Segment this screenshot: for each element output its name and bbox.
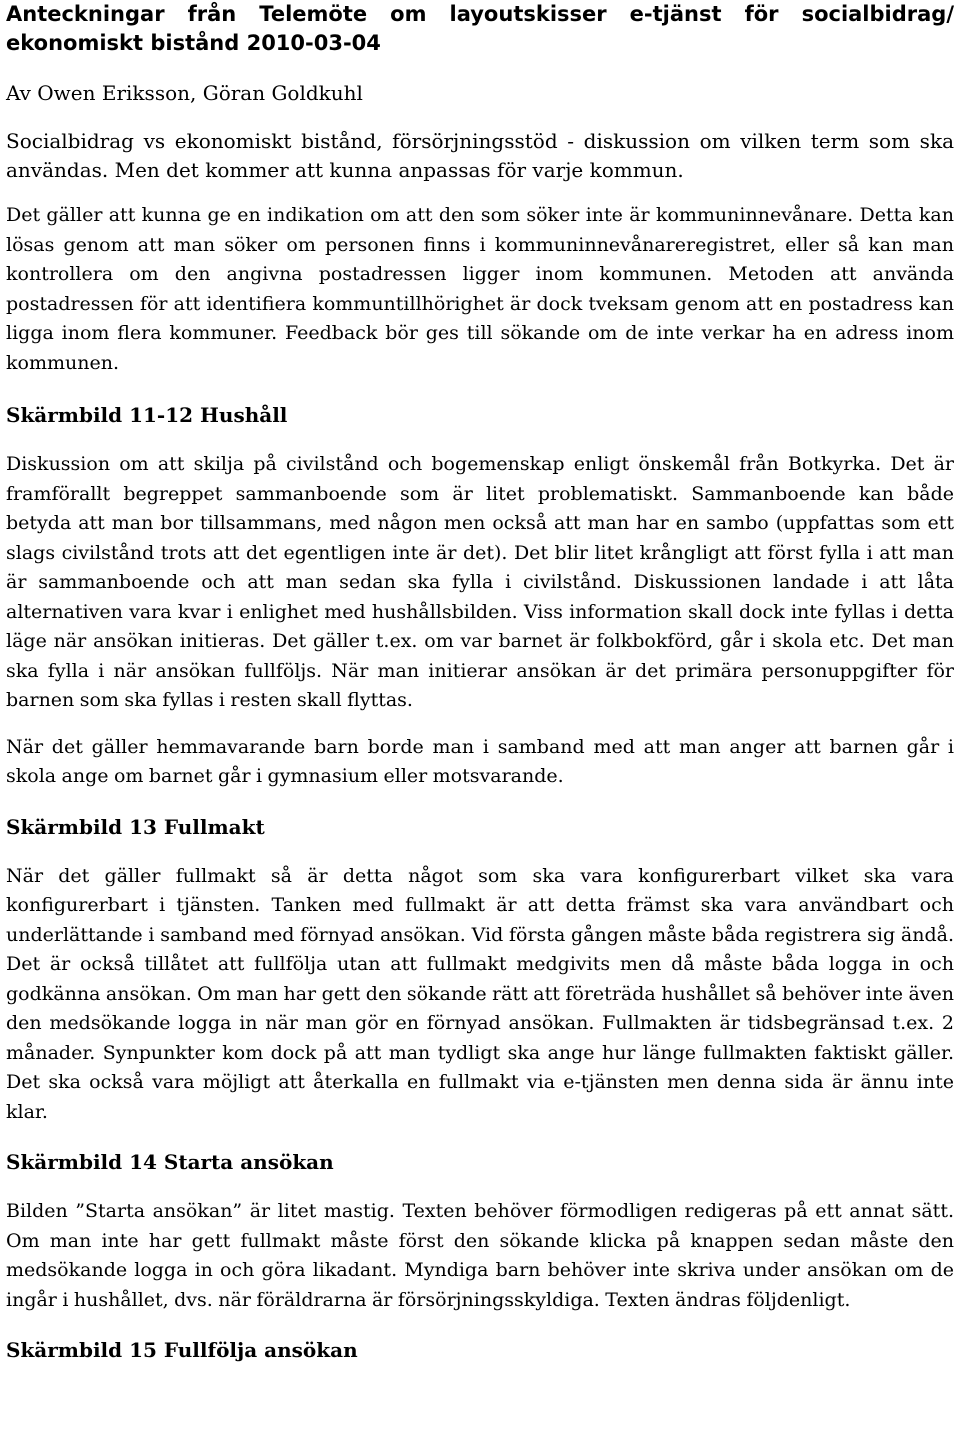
paragraph-hushall-1: Diskussion om att skilja på civilstånd och bogemenskap enligt önskemål från Botkyrka. Det är framförallt begreppet sammanboende som är litet problematiskt. Sammanboende kan både betyda att man bor tillsammans, med någon men också att man har en sambo (uppfattas som ett slags civilstånd trots att det egentligen inte är det). Det blir litet krångligt att först fylla i att man är sammanboende och att man sedan ska fylla i civilstånd. Diskussionen landade i att låta alternativen vara kvar i enlighet med hushållsbilden. Viss information skall dock inte fyllas i detta läge när ansökan initieras. Det gäller t.ex. om var barnet är folkbokförd, går i skola etc. Det man ska fylla i när ansökan fullföljs. När man initierar ansökan är det primära personuppgifter för barnen som ska fyllas i resten skall flyttas. [6, 453, 954, 711]
section-heading-fullmakt: Skärmbild 13 Fullmakt [6, 814, 265, 839]
paragraph-fullmakt: När det gäller fullmakt så är detta något som ska vara konfigurerbart vilket ska vara konfigurerbart i tjänsten. Tanken med fullmakt är att detta främst ska vara användbart och underlättande i samband med förnyad ansökan. Vid första gången måste båda registrera sig ändå. Det är också tillåtet att fullfölja utan att fullmakt medgivits men då måste båda logga in och godkänna ansökan. Om man har gett den sökande rätt att företräda hushållet så behöver inte även den medsökande logga in när man gör en förnyad ansökan. Fullmakten är tidsbegränsad t.ex. 2 månader. Synpunkter kom dock på att man tydligt ska ange hur länge fullmakten faktiskt gäller. Det ska också vara möjligt att återkalla en fullmakt via e-tjänsten men denna sida är ännu inte klar. [6, 864, 954, 1123]
section-heading-starta-ansokan: Skärmbild 14 Starta ansökan [6, 1150, 334, 1174]
paragraph-hushall-2: När det gäller hemmavarande barn borde man i samband med att man anger att barnen går i skola ange om barnet går i gymnasium eller motsvarande. [6, 735, 954, 787]
section-heading-fullfolja-ansokan: Skärmbild 15 Fullfölja ansökan [6, 1338, 358, 1362]
paragraph-starta-ansokan: Bilden ”Starta ansökan” är litet mastig. Texten behöver förmodligen redigeras på ett annat sätt. Om man inte har gett fullmakt måste först den sökande klicka på knappen sedan måste den medsökande logga in och göra likadant. Myndiga barn behöver inte skriva under ansökan om de ingår i hushållet, dvs. när föräldrarna är försörjningsskyldiga. Texten ändras följdenligt. [6, 1200, 954, 1311]
resident-check-paragraph: Det gäller att kunna ge en indikation om att den som söker inte är kommuninnevånare. Detta kan lösas genom att man söker om personen finns i kommuninnevånareregistret, eller så kan man kontrollera om den angivna postadressen ligger inom kommunen. Metoden att använda postadressen för att identifiera kommuntillhörighet är dock tveksam genom att en postadress kan ligga inom flera kommuner. Feedback bör ges till sökande om de inte verkar ha en adress inom kommunen. [6, 204, 954, 374]
intro-paragraph: Socialbidrag vs ekonomiskt bistånd, försörjningsstöd - diskussion om vilken term som ska användas. Men det kommer att kunna anpassas för varje kommun. [6, 129, 954, 182]
section-heading-hushall: Skärmbild 11-12 Hushåll [6, 403, 288, 427]
authors: Av Owen Eriksson, Göran Goldkuhl [6, 81, 363, 105]
document [6, 0, 954, 1365]
document-title: Anteckningar från Telemöte om layoutskisser e-tjänst för socialbidrag/ ekonomiskt bistånd 2010-03-04 [6, 2, 954, 55]
